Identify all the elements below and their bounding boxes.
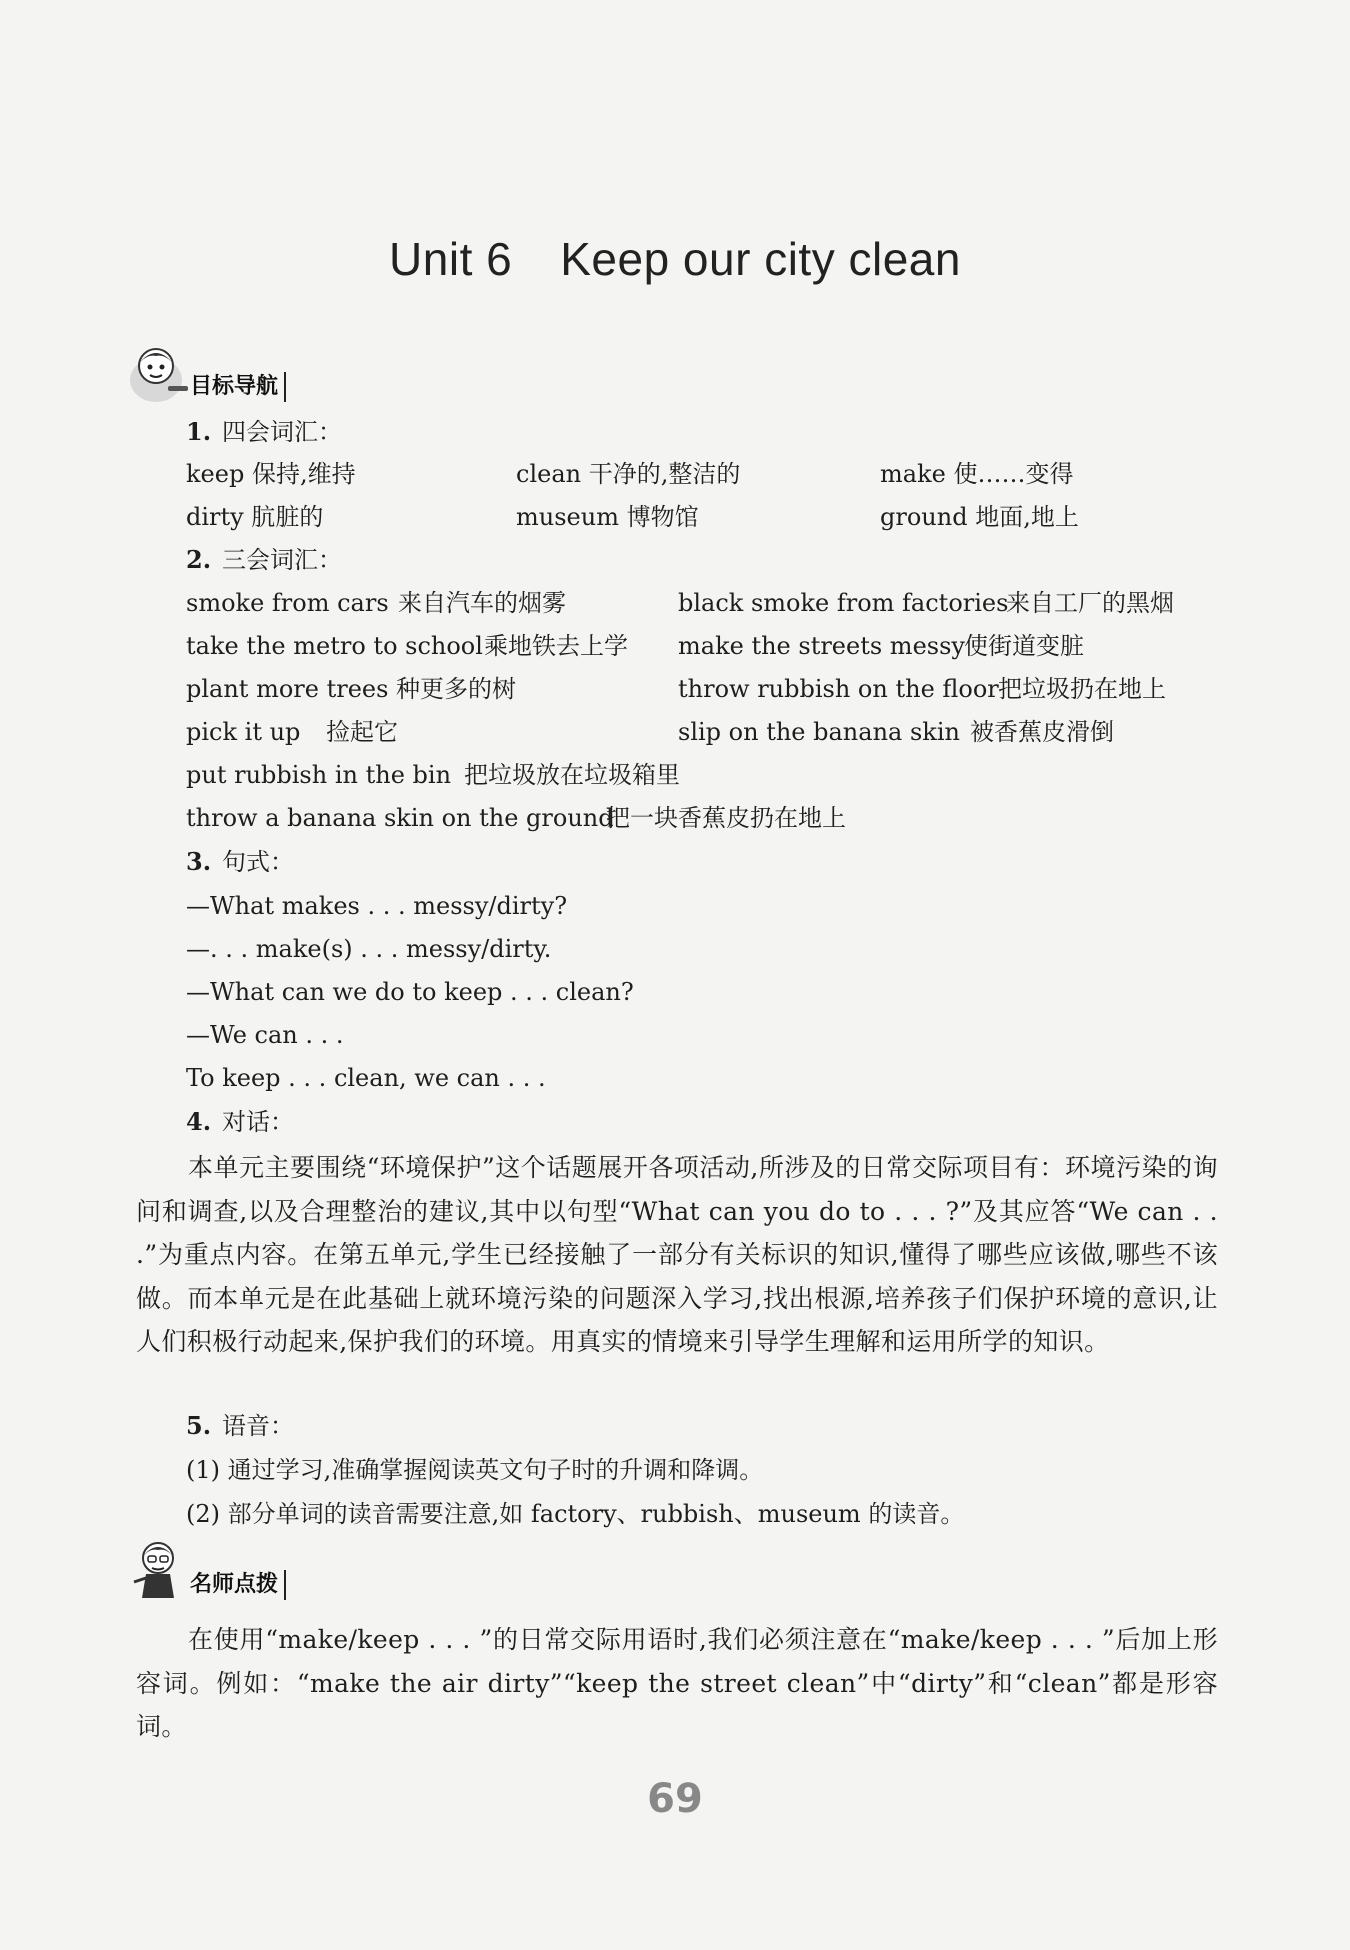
vocab4-row — [0, 497, 1350, 537]
phrase-en: throw rubbish on the floor — [678, 675, 999, 703]
phrase-en: plant more trees — [186, 675, 389, 703]
tips-label: 名师点拨 — [190, 1570, 286, 1600]
phonetics-text: (2) 部分单词的读音需要注意,如 factory、rubbish、museum 的读音。 — [186, 1500, 965, 1528]
phonetics-item — [0, 1494, 1350, 1534]
phrase-zh: 把垃圾放在垃圾箱里 — [464, 761, 680, 789]
phrase-zh: 把一块香蕉皮扔在地上 — [606, 804, 846, 832]
tips-paragraph: 在使用“make/keep . . . ”的日常交际用语时,我们必须注意在“make/keep . . . ”后加上形容词。例如：“make the air dirty”“keep the street clean”中“dirty”和“clean”都是形容词。 — [136, 1625, 1218, 1741]
phrase-zh: 乘地铁去上学 — [484, 632, 628, 660]
vocab-item: museum 博物馆 — [516, 503, 699, 531]
pattern-line — [0, 972, 1350, 1012]
phonetics-heading-row — [0, 1406, 1350, 1446]
phrase-zh: 来自工厂的黑烟 — [1006, 589, 1174, 617]
tips-section-head — [128, 1538, 388, 1608]
phrase-zh: 种更多的树 — [396, 675, 516, 703]
vocab4-number: 1. — [186, 417, 212, 446]
vocab3-heading: 三会词汇： — [222, 546, 342, 574]
pattern-line — [0, 886, 1350, 926]
phrase-en: smoke from cars — [186, 589, 389, 617]
vocab3-row — [0, 712, 1350, 752]
dialogue-heading: 对话： — [222, 1108, 294, 1136]
vocab4-heading: 四会词汇： — [222, 418, 342, 446]
phrase-zh: 被香蕉皮滑倒 — [970, 718, 1114, 746]
vocab3-row — [0, 798, 1350, 838]
phrase-en: pick it up — [186, 718, 301, 746]
pattern-line — [0, 929, 1350, 969]
vocab-item: make 使……变得 — [880, 460, 1074, 488]
phrase-en: throw a banana skin on the ground — [186, 804, 614, 832]
patterns-number: 3. — [186, 847, 212, 876]
vocab3-row — [0, 626, 1350, 666]
phonetics-heading: 语音： — [222, 1412, 294, 1440]
pattern-text: —What can we do to keep . . . clean? — [186, 978, 634, 1006]
vocab3-number: 2. — [186, 545, 212, 574]
pattern-text: To keep . . . clean, we can . . . — [186, 1064, 546, 1092]
phrase-en: make the streets messy — [678, 632, 965, 660]
pattern-line — [0, 1015, 1350, 1055]
goals-section-head — [128, 340, 388, 410]
phrase-zh: 把垃圾扔在地上 — [998, 675, 1166, 703]
phonetics-number: 5. — [186, 1411, 212, 1440]
phrase-zh: 捡起它 — [326, 718, 398, 746]
patterns-heading-row — [0, 842, 1350, 882]
pattern-text: —What makes . . . messy/dirty? — [186, 892, 568, 920]
vocab3-heading-row — [0, 540, 1350, 580]
vocab-item: clean 干净的,整洁的 — [516, 460, 741, 488]
phonetics-item — [0, 1450, 1350, 1490]
phrase-zh: 使街道变脏 — [964, 632, 1084, 660]
vocab3-row — [0, 583, 1350, 623]
dialogue-paragraph: 本单元主要围绕“环境保护”这个话题展开各项活动,所涉及的日常交际项目有：环境污染的询问和调查,以及合理整治的建议,其中以句型“What can you do to . . . ?”及其应答“We can . . .”为重点内容。在第五单元,学生已经接触了一部分有关标识的知识,懂得了哪些应该做,哪些不该做。而本单元是在此基础上就环境污染的问题深入学习,找出根源,培养孩子们保护环境的意识,让人们积极行动起来,保护我们的环境。用真实的情境来引导学生理解和运用所学的知识。 — [136, 1153, 1218, 1356]
goals-label: 目标导航 — [190, 372, 286, 402]
vocab-item: dirty 肮脏的 — [186, 503, 324, 531]
dialogue-heading-row — [0, 1102, 1350, 1142]
vocab4-row — [0, 454, 1350, 494]
pattern-text: —. . . make(s) . . . messy/dirty. — [186, 935, 552, 963]
student-mascot-icon — [128, 340, 192, 408]
unit-title — [0, 232, 1350, 286]
vocab-item: keep 保持,维持 — [186, 460, 356, 488]
pattern-text: —We can . . . — [186, 1021, 344, 1049]
phrase-en: black smoke from factories — [678, 589, 1009, 617]
phrase-en: slip on the banana skin — [678, 718, 960, 746]
patterns-heading: 句式： — [222, 848, 294, 876]
unit-name: Keep our city clean — [560, 233, 961, 285]
page-number: 69 — [647, 1776, 703, 1822]
vocab-item: ground 地面,地上 — [880, 503, 1079, 531]
phonetics-text: (1) 通过学习,准确掌握阅读英文句子时的升调和降调。 — [186, 1456, 764, 1484]
pattern-line — [0, 1058, 1350, 1098]
phrase-zh: 来自汽车的烟雾 — [398, 589, 566, 617]
dialogue-number: 4. — [186, 1107, 212, 1136]
vocab3-row — [0, 755, 1350, 795]
phrase-en: put rubbish in the bin — [186, 761, 452, 789]
vocab3-row — [0, 669, 1350, 709]
vocab4-heading-row — [0, 412, 1350, 452]
teacher-mascot-icon — [128, 1538, 192, 1606]
unit-number: Unit 6 — [389, 233, 513, 285]
phrase-en: take the metro to school — [186, 632, 483, 660]
